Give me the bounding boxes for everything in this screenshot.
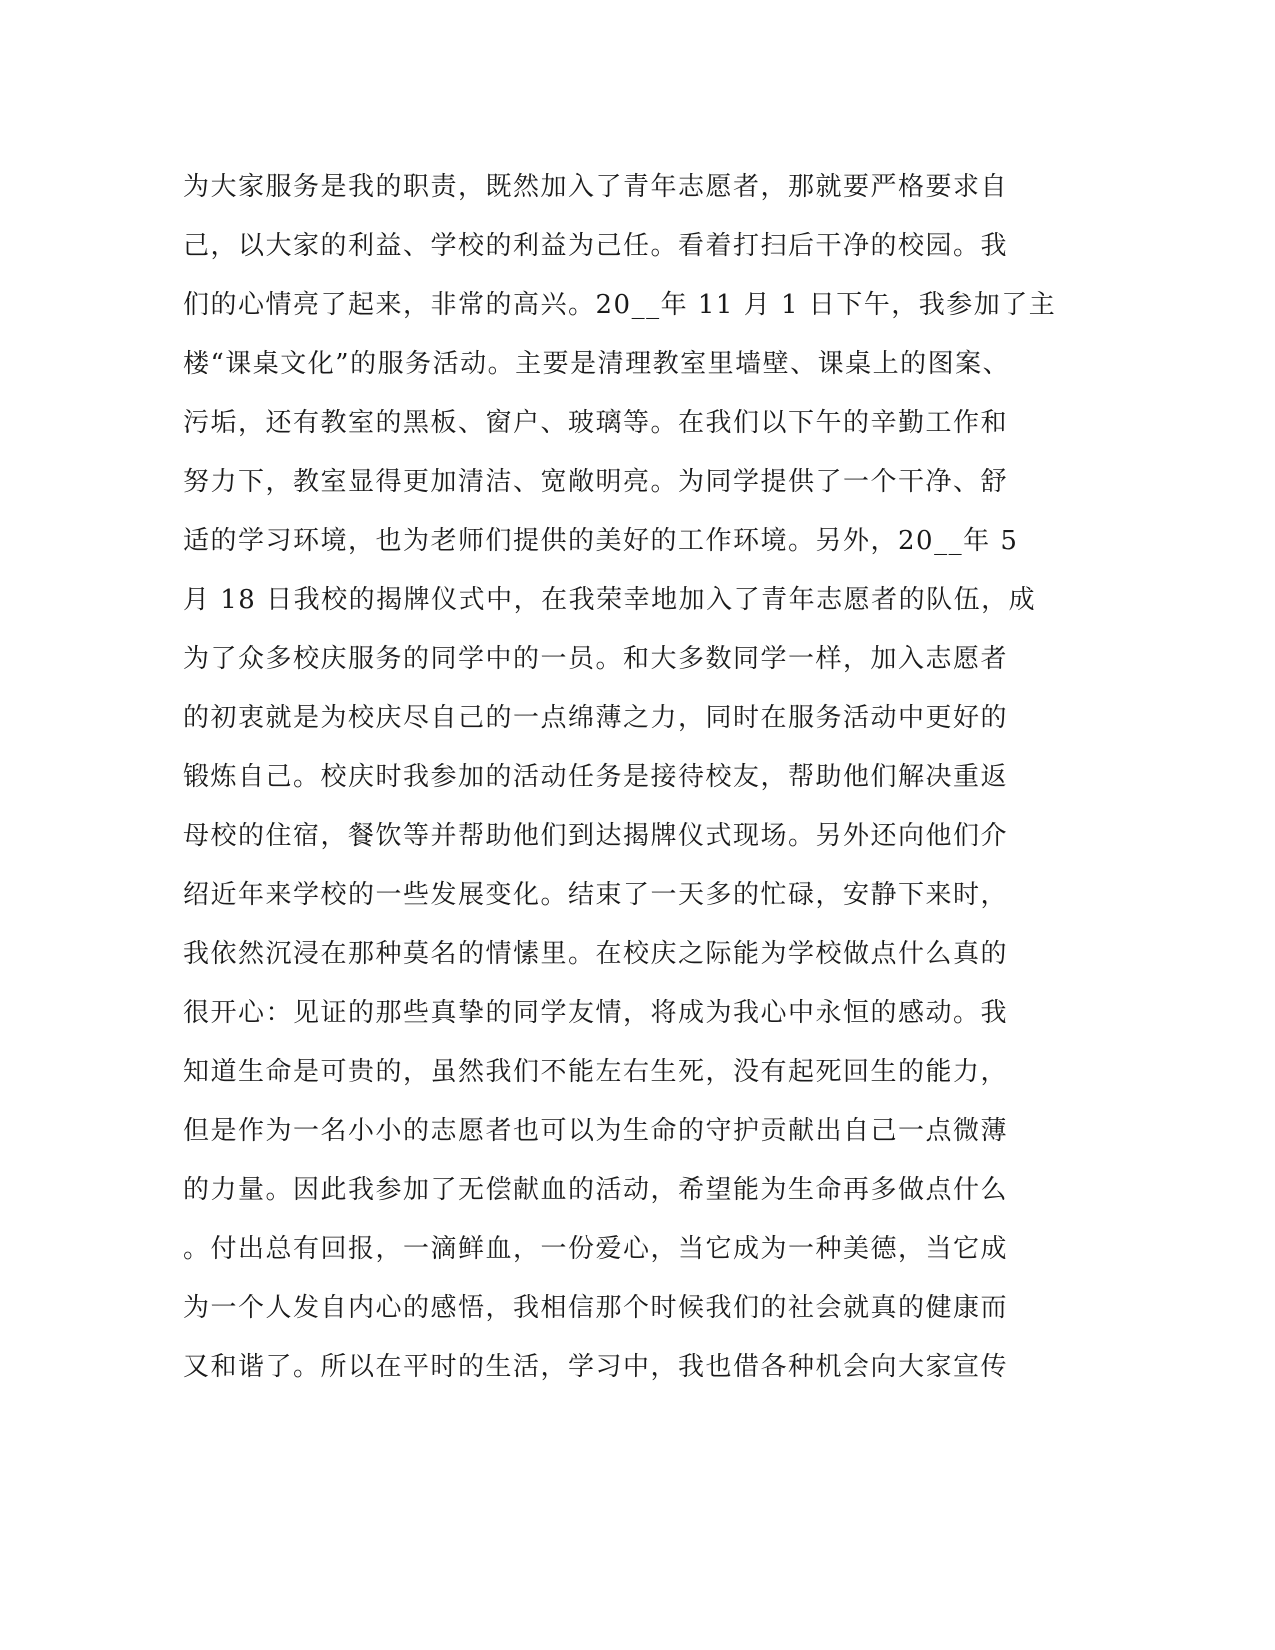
text-line: 绍近年来学校的一些发展变化。结束了一天多的忙碌，安静下来时， xyxy=(183,880,1009,910)
text-line: 为大家服务是我的职责，既然加入了青年志愿者，那就要严格要求自 xyxy=(183,172,1009,202)
text-line: 为一个人发自内心的感悟，我相信那个时候我们的社会就真的健康而 xyxy=(183,1293,1009,1323)
text-line: 月 18 日我校的揭牌仪式中，在我荣幸地加入了青年志愿者的队伍，成 xyxy=(183,585,1037,615)
text-line: 们的心情亮了起来，非常的高兴。20__年 11 月 1 日下午，我参加了主 xyxy=(183,290,1057,320)
text-line: 锻炼自己。校庆时我参加的活动任务是接待校友，帮助他们解决重返 xyxy=(183,762,1009,792)
text-line: 但是作为一名小小的志愿者也可以为生命的守护贡献出自己一点微薄 xyxy=(183,1116,1009,1146)
text-line: 。付出总有回报，一滴鲜血，一份爱心，当它成为一种美德，当它成 xyxy=(183,1234,1009,1264)
text-line: 的力量。因此我参加了无偿献血的活动，希望能为生命再多做点什么 xyxy=(183,1175,1009,1205)
text-line: 的初衷就是为校庆尽自己的一点绵薄之力，同时在服务活动中更好的 xyxy=(183,703,1009,733)
text-line: 适的学习环境，也为老师们提供的美好的工作环境。另外，20__年 5 xyxy=(183,526,1019,556)
text-line: 污垢，还有教室的黑板、窗户、玻璃等。在我们以下午的辛勤工作和 xyxy=(183,408,1009,438)
text-line: 为了众多校庆服务的同学中的一员。和大多数同学一样，加入志愿者 xyxy=(183,644,1009,674)
text-line: 又和谐了。所以在平时的生活，学习中，我也借各种机会向大家宣传 xyxy=(183,1352,1009,1382)
text-line: 很开心：见证的那些真挚的同学友情，将成为我心中永恒的感动。我 xyxy=(183,998,1009,1028)
text-line: 我依然沉浸在那种莫名的情愫里。在校庆之际能为学校做点什么真的 xyxy=(183,939,1009,969)
text-line: 知道生命是可贵的，虽然我们不能左右生死，没有起死回生的能力， xyxy=(183,1057,1009,1087)
text-line: 努力下，教室显得更加清洁、宽敞明亮。为同学提供了一个干净、舒 xyxy=(183,467,1009,497)
body-paragraph xyxy=(183,158,1057,1397)
text-line: 己，以大家的利益、学校的利益为己任。看着打扫后干净的校园。我 xyxy=(183,231,1009,261)
text-line: 母校的住宿，餐饮等并帮助他们到达揭牌仪式现场。另外还向他们介 xyxy=(183,821,1009,851)
text-line: 楼“课桌文化”的服务活动。主要是清理教室里墙壁、课桌上的图案、 xyxy=(183,349,1011,379)
